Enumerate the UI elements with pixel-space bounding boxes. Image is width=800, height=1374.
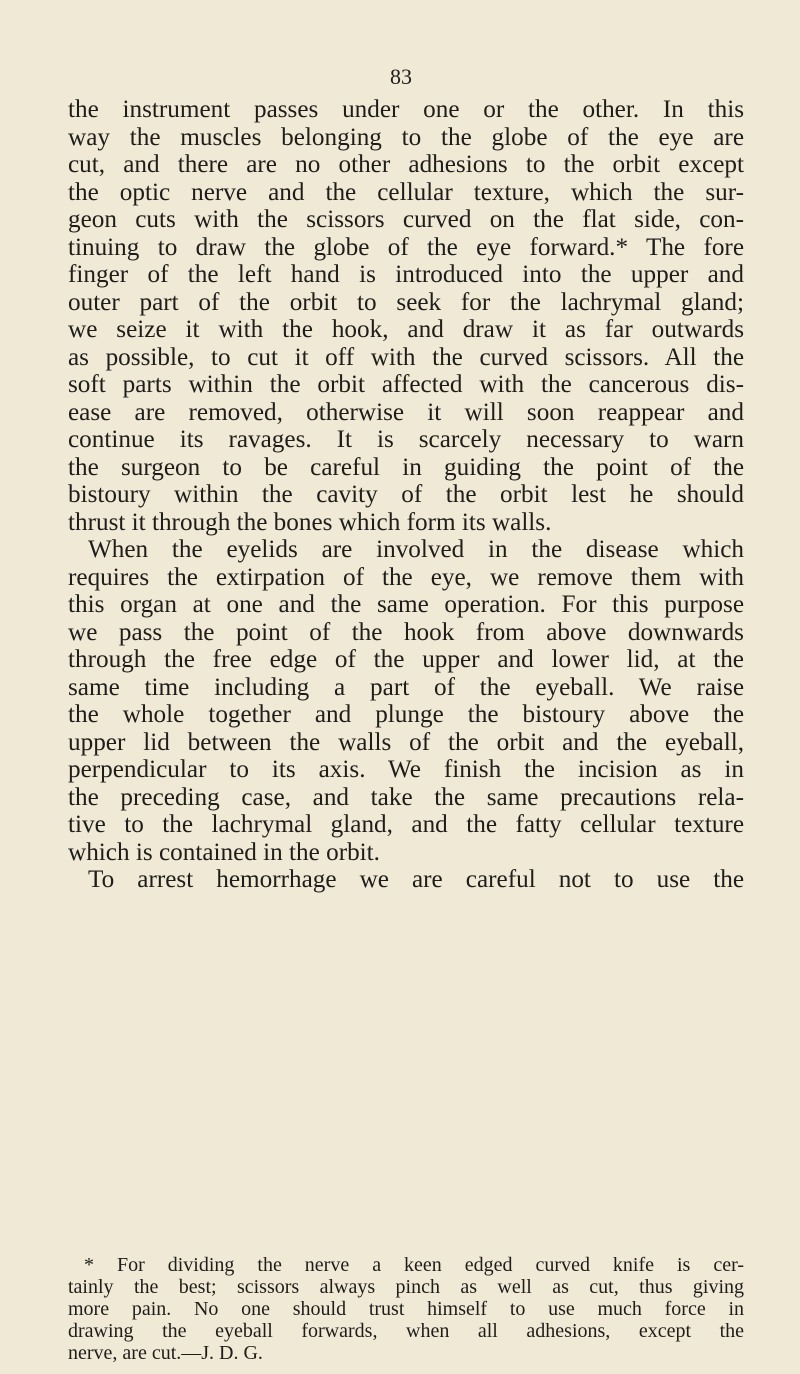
- text-line: upper lid between the walls of the orbit and the eyeball,: [68, 728, 744, 756]
- text-line: the surgeon to be careful in guiding the point of the: [68, 453, 744, 481]
- text-line: we seize it with the hook, and draw it as far outwards: [68, 316, 744, 343]
- text-line: thrust it through the bones which form its walls.: [68, 508, 552, 536]
- text-line: requires the extirpation of the eye, we remove them with: [68, 563, 744, 591]
- text-line: this organ at one and the same operation. For this purpose: [68, 591, 744, 618]
- text-line: the optic nerve and the cellular texture, which the sur-: [68, 178, 744, 206]
- text-line: bistoury within the cavity of the orbit lest he should: [68, 481, 744, 508]
- text-line: ease are removed, otherwise it will soon reappear and: [68, 398, 744, 426]
- text-line: the whole together and plunge the bistoury above the: [68, 701, 744, 728]
- footnote-line: * For dividing the nerve a keen edged curved knife is cer-: [84, 1254, 744, 1276]
- page-number: 83: [390, 64, 412, 89]
- text-line: we pass the point of the hook from above downwards: [68, 618, 744, 646]
- text-line: outer part of the orbit to seek for the lachrymal gland;: [68, 288, 744, 316]
- text-line: the instrument passes under one or the other. In this: [68, 96, 744, 123]
- text-line: the preceding case, and take the same precautions rela-: [68, 783, 744, 811]
- text-line: which is contained in the orbit.: [68, 838, 380, 866]
- text-line: tinuing to draw the globe of the eye forward.* The fore: [68, 233, 744, 261]
- text-line: through the free edge of the upper and lower lid, at the: [68, 646, 744, 673]
- footnote-line: tainly the best; scissors always pinch as well as cut, thus giving: [68, 1276, 744, 1298]
- text-line: soft parts within the orbit affected with the cancerous dis-: [68, 371, 744, 398]
- footnote-line: more pain. No one should trust himself to use much force in: [68, 1298, 744, 1320]
- footnote-line: drawing the eyeball forwards, when all adhesions, except the: [68, 1320, 744, 1342]
- text-line: way the muscles belonging to the globe of the eye are: [68, 123, 744, 151]
- text-line: as possible, to cut it off with the curved scissors. All the: [68, 343, 744, 371]
- text-line: cut, and there are no other adhesions to the orbit except: [68, 151, 744, 178]
- text-line: When the eyelids are involved in the disease which: [88, 536, 744, 563]
- text-line: tive to the lachrymal gland, and the fatty cellular texture: [68, 811, 744, 838]
- main-text: [68, 96, 744, 894]
- text-line: finger of the left hand is introduced into the upper and: [68, 261, 744, 288]
- footnote-line: nerve, are cut.—J. D. G.: [68, 1342, 263, 1364]
- text-line: perpendicular to its axis. We finish the incision as in: [68, 756, 744, 783]
- footnote: [68, 1254, 744, 1364]
- text-line: geon cuts with the scissors curved on the flat side, con-: [68, 206, 744, 233]
- text-line: continue its ravages. It is scarcely necessary to warn: [68, 426, 744, 453]
- text-line: To arrest hemorrhage we are careful not to use the: [88, 866, 744, 893]
- text-line: same time including a part of the eyeball. We raise: [68, 673, 744, 701]
